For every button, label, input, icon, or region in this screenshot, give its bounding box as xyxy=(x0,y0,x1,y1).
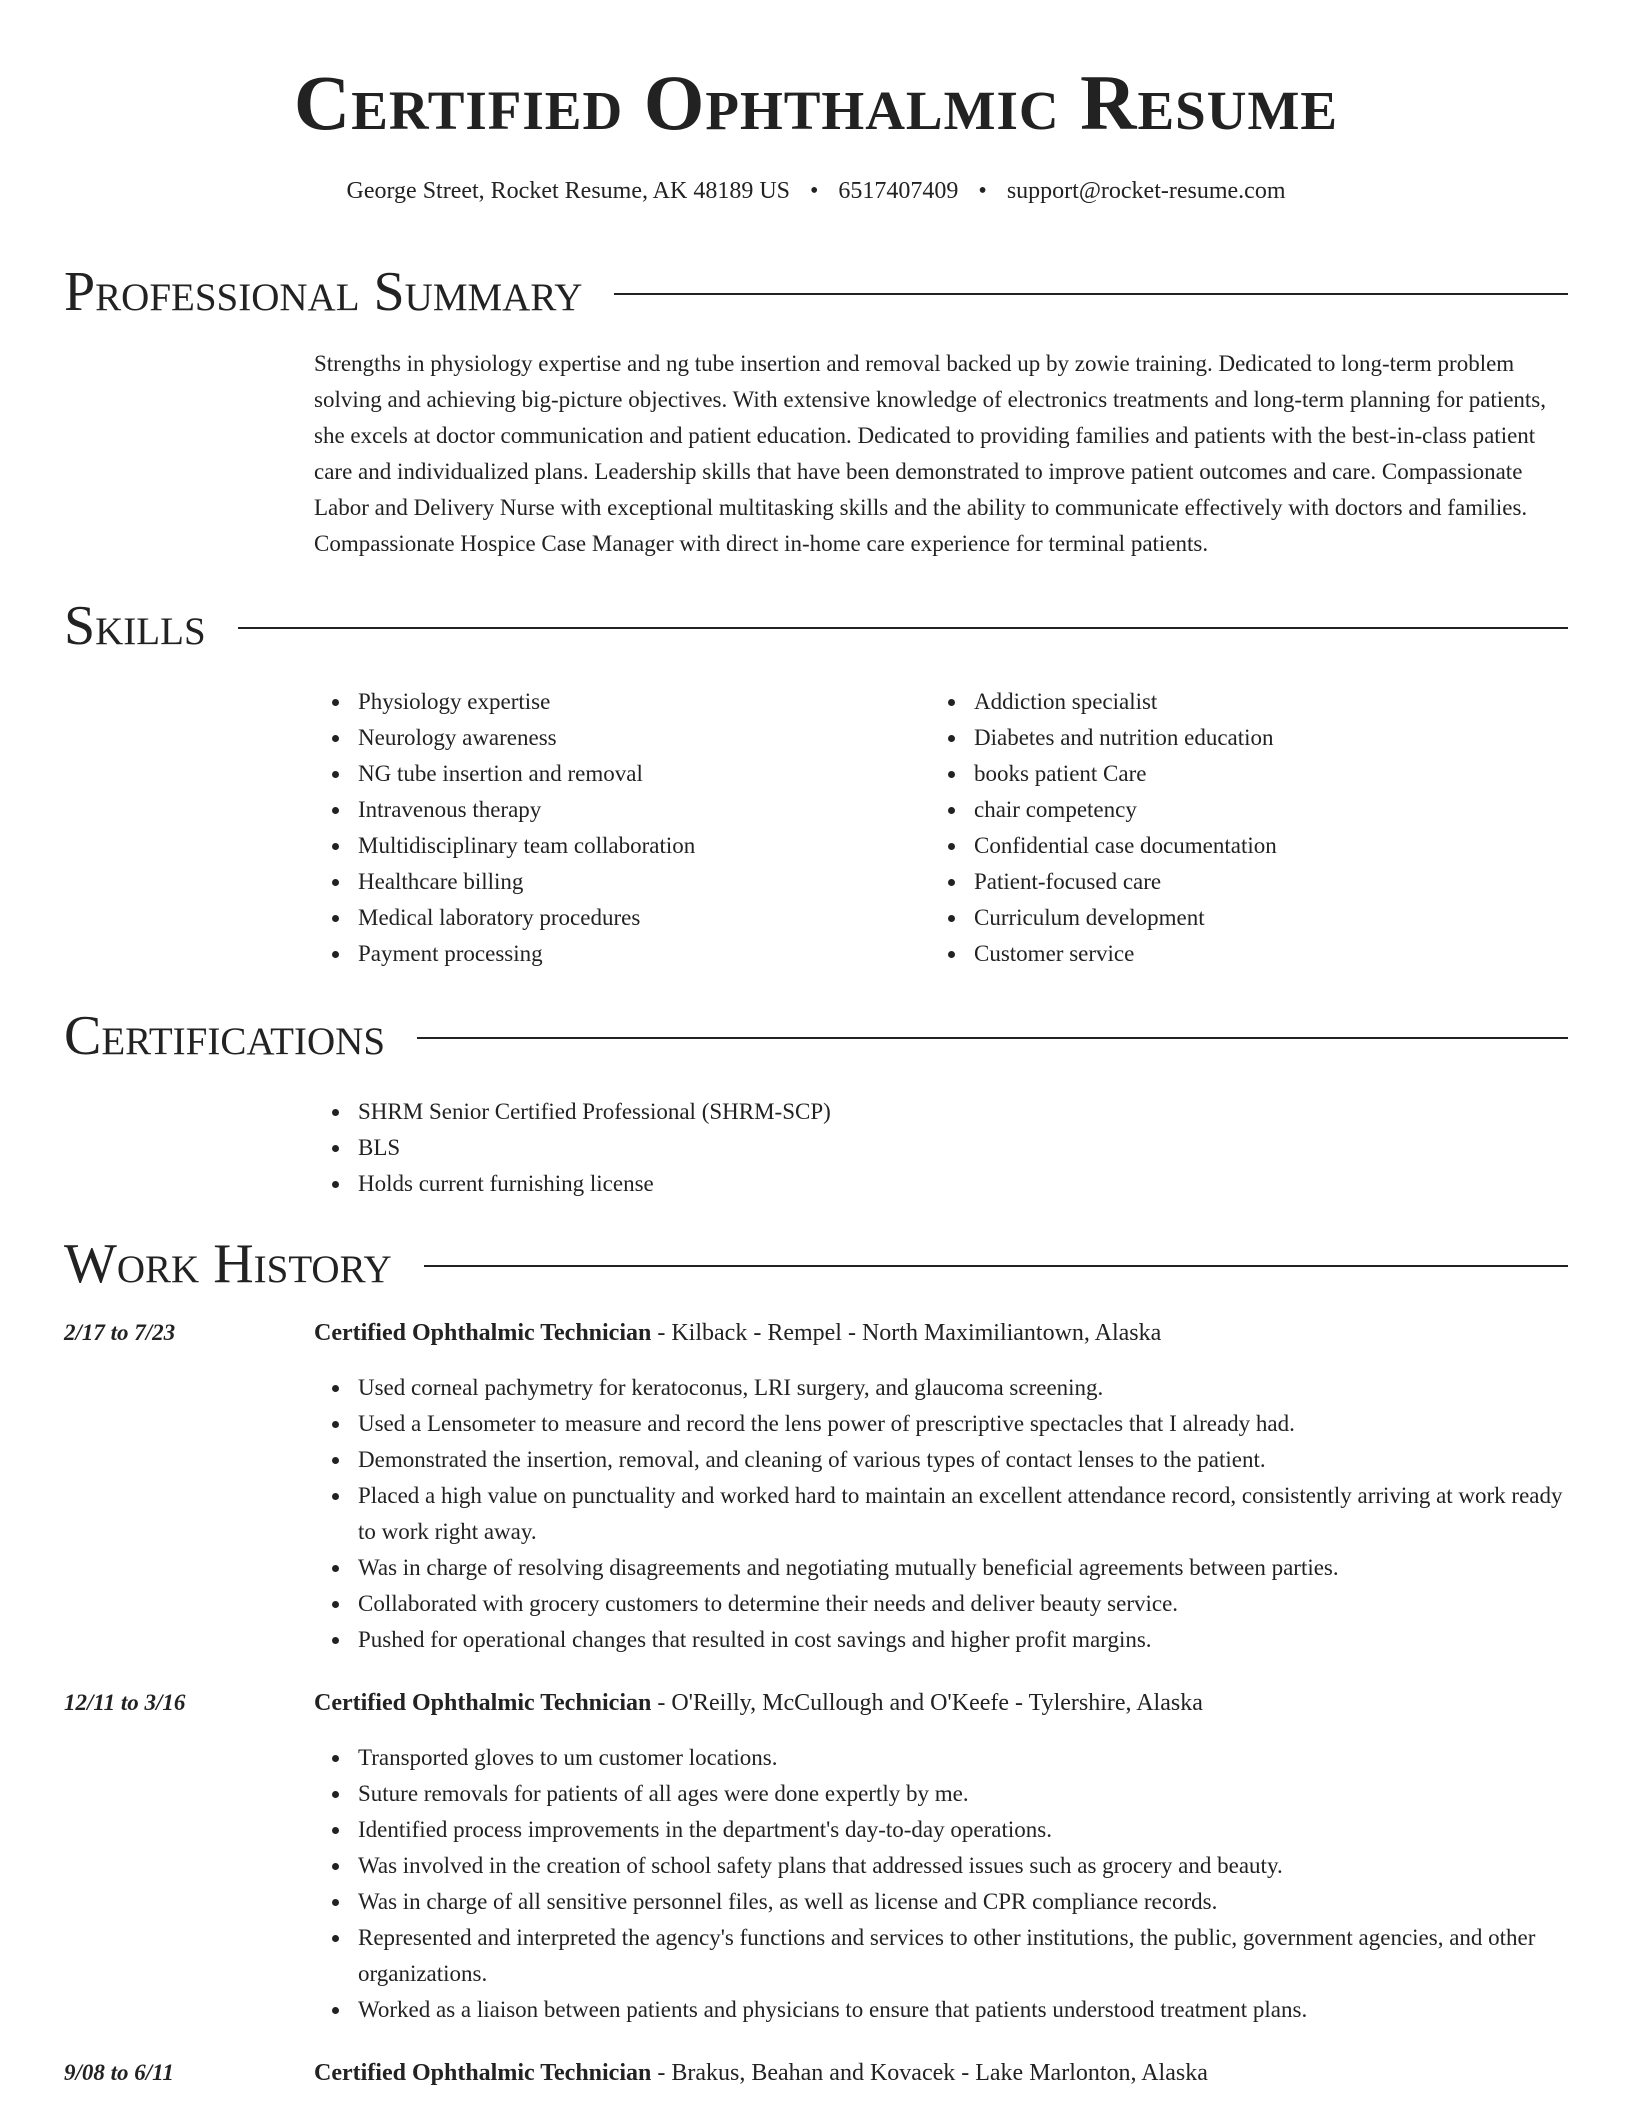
section-divider xyxy=(417,1037,1568,1039)
contact-email[interactable]: support@rocket-resume.com xyxy=(1006,178,1286,204)
list-item: Was in charge of resolving disagreements and negotiating mutually beneficial agreements between parties. xyxy=(314,1550,1568,1586)
job-header xyxy=(64,2060,1568,2096)
section-divider xyxy=(424,1265,1568,1267)
job-dates: 9/08 to 6/11 xyxy=(64,2060,174,2085)
list-item: Payment processing xyxy=(314,936,930,972)
list-item: Multidisciplinary team collaboration xyxy=(314,828,930,864)
skills-heading: Skills xyxy=(64,595,206,657)
list-item: NG tube insertion and removal xyxy=(314,756,930,792)
job-heading-line xyxy=(314,1320,1161,1347)
resume-title: Certified Ophthalmic Resume xyxy=(293,59,1339,146)
list-item: Demonstrated the insertion, removal, and cleaning of various types of contact lenses to the patient. xyxy=(314,1442,1568,1478)
job-title: Certified Ophthalmic Technician xyxy=(314,1690,652,1716)
list-item: Collaborated with grocery customers to determine their needs and deliver beauty service. xyxy=(314,1586,1568,1622)
contact-phone: 6517407409 xyxy=(838,178,959,204)
job-header xyxy=(64,1690,1568,1726)
job-heading-line xyxy=(314,1690,1203,1717)
list-item: Placed a high value on punctuality and worked hard to maintain an excellent attendance record, consistently arriving at work ready to work right away. xyxy=(314,1478,1568,1550)
list-item: Transported gloves to um customer locations. xyxy=(314,1740,1568,1776)
list-item: chair competency xyxy=(930,792,1546,828)
section-divider xyxy=(614,293,1568,295)
certifications-section-header xyxy=(64,1005,1568,1067)
list-item: Used corneal pachymetry for keratoconus, LRI surgery, and glaucoma screening. xyxy=(314,1370,1568,1406)
job-entry xyxy=(64,1690,1568,2028)
list-item: Physiology expertise xyxy=(314,684,930,720)
list-item: Healthcare billing xyxy=(314,864,930,900)
list-item: Curriculum development xyxy=(930,900,1546,936)
list-item: SHRM Senior Certified Professional (SHRM-SCP) xyxy=(314,1094,1568,1130)
job-dates: 12/11 to 3/16 xyxy=(64,1690,186,1715)
contact-address: George Street, Rocket Resume, AK 48189 US xyxy=(346,178,790,204)
list-item: Worked as a liaison between patients and physicians to ensure that patients understood treatment plans. xyxy=(314,1992,1568,2028)
list-item: Was in charge of all sensitive personnel files, as well as license and CPR compliance records. xyxy=(314,1884,1568,1920)
job-responsibilities xyxy=(314,1370,1568,1658)
list-item: Identified process improvements in the department's day-to-day operations. xyxy=(314,1812,1568,1848)
skills-section-header xyxy=(64,595,1568,657)
list-item: Neurology awareness xyxy=(314,720,930,756)
list-item: Used a Lensometer to measure and record the lens power of prescriptive spectacles that I already had. xyxy=(314,1406,1568,1442)
job-responsibilities xyxy=(314,1740,1568,2028)
certifications-list xyxy=(314,1094,1568,1202)
job-entry xyxy=(64,1320,1568,1658)
list-item: Was involved in the creation of school safety plans that addressed issues such as grocery and beauty. xyxy=(314,1848,1568,1884)
list-item: Pushed for operational changes that resulted in cost savings and higher profit margins. xyxy=(314,1622,1568,1658)
list-item: Patient-focused care xyxy=(930,864,1546,900)
list-item: Suture removals for patients of all ages were done expertly by me. xyxy=(314,1776,1568,1812)
work-heading: Work History xyxy=(64,1233,392,1295)
job-title: Certified Ophthalmic Technician xyxy=(314,1320,652,1346)
work-section-header xyxy=(64,1233,1568,1295)
summary-section-header xyxy=(64,261,1568,323)
list-item: Intravenous therapy xyxy=(314,792,930,828)
list-item: BLS xyxy=(314,1130,1568,1166)
job-header xyxy=(64,1320,1568,1356)
list-item: Holds current furnishing license xyxy=(314,1166,1568,1202)
summary-text: Strengths in physiology expertise and ng tube insertion and removal backed up by zowie training. Dedicated to long-term problem solving and achieving big-picture objectives. With extensive knowledge of electronics treatments and long-term planning for patients, she excels at doctor communication and patient education. Dedicated to providing families and patients with the best-in-class patient care and individualized plans. Leadership skills that have been demonstrated to improve patient outcomes and care. Compassionate Labor and Delivery Nurse with exceptional multitasking skills and the ability to communicate effectively with doctors and families. Compassionate Hospice Case Manager with direct in-home care experience for terminal patients. xyxy=(314,351,1546,556)
work-history-list xyxy=(64,1320,1568,2096)
list-item: Medical laboratory procedures xyxy=(314,900,930,936)
list-item: Represented and interpreted the agency's functions and services to other institutions, the public, government agencies, and other organizations. xyxy=(314,1920,1568,1992)
job-employer-location: - O'Reilly, McCullough and O'Keefe - Tylershire, Alaska xyxy=(651,1690,1203,1716)
contact-separator: • xyxy=(810,178,819,204)
list-item: Customer service xyxy=(930,936,1546,972)
job-dates: 2/17 to 7/23 xyxy=(64,1320,176,1345)
skills-list-left xyxy=(314,684,930,972)
job-employer-location: - Kilback - Rempel - North Maximiliantown, Alaska xyxy=(651,1320,1162,1346)
list-item: Addiction specialist xyxy=(930,684,1546,720)
section-divider xyxy=(238,627,1568,629)
job-entry xyxy=(64,2060,1568,2096)
job-employer-location: - Brakus, Beahan and Kovacek - Lake Marlonton, Alaska xyxy=(651,2060,1208,2086)
job-heading-line xyxy=(314,2060,1208,2087)
contact-separator: • xyxy=(978,178,987,204)
summary-heading: Professional Summary xyxy=(64,261,583,323)
contact-line xyxy=(64,178,1568,210)
list-item: Diabetes and nutrition education xyxy=(930,720,1546,756)
resume-page xyxy=(64,0,1568,2096)
skills-columns xyxy=(314,684,1568,972)
certifications-heading: Certifications xyxy=(64,1005,386,1067)
skills-list-right xyxy=(930,684,1546,972)
list-item: books patient Care xyxy=(930,756,1546,792)
job-title: Certified Ophthalmic Technician xyxy=(314,2060,652,2086)
list-item: Confidential case documentation xyxy=(930,828,1546,864)
